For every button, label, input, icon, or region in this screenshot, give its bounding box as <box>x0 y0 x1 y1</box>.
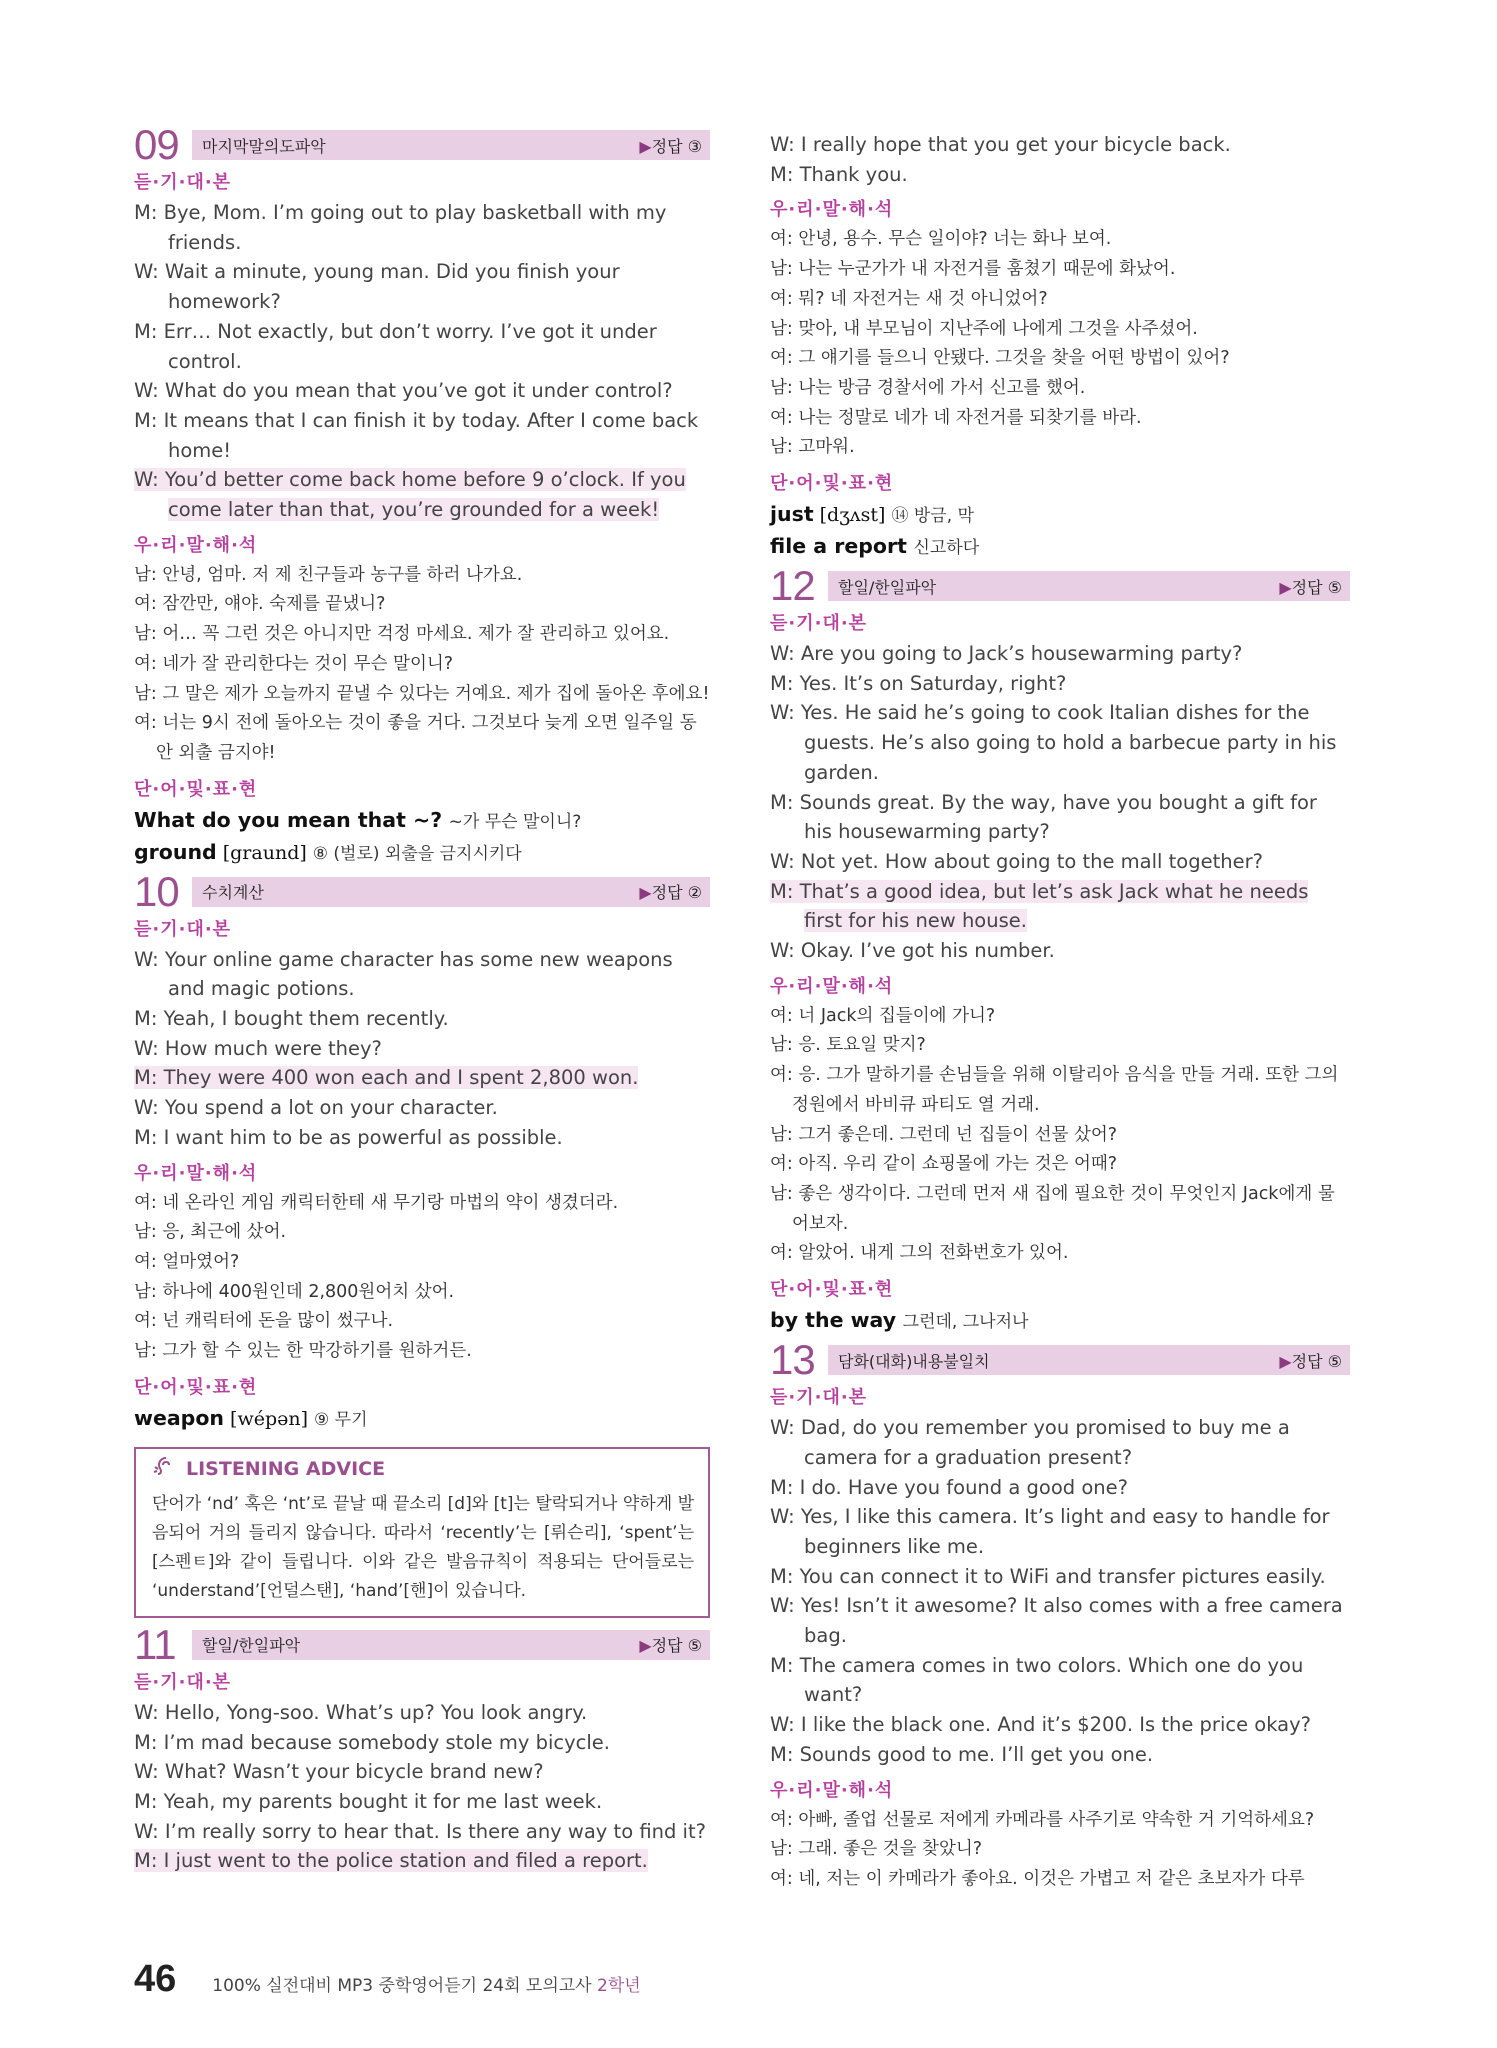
dialogue-line: W: Hello, Yong-soo. What’s up? You look angry. <box>134 1700 588 1724</box>
translation-line: 남: 응. 토요일 맞지? <box>770 1035 926 1056</box>
translation-line: 남: 그래. 좋은 것을 찾았니? <box>770 1839 983 1860</box>
section-header <box>134 1620 710 1668</box>
section-title: 수치계산 <box>202 883 264 903</box>
translation-line: 여: 네가 잘 관리한다는 것이 무슨 말이니? <box>134 653 454 674</box>
dialogue-line: W: I really hope that you get your bicycle back. <box>770 133 1231 156</box>
vocab-pronunciation: [wépən] <box>230 1407 309 1430</box>
dialogue-line: W: Dad, do you remember you promised to buy me a camera for a graduation present? <box>770 1416 1290 1469</box>
vocab-word: by the way <box>770 1308 897 1333</box>
translation <box>134 1189 710 1367</box>
translation-line: 남: 어… 꼭 그런 것은 아니지만 걱정 마세요. 제가 잘 관리하고 있어요. <box>134 624 670 645</box>
dialogue-line: M: You can connect it to WiFi and transfer pictures easily. <box>770 1564 1326 1588</box>
dialogue-line: W: Okay. I’ve got his number. <box>770 939 1055 963</box>
translation-line: 여: 안녕, 용수. 무슨 일이야? 너는 화나 보여. <box>770 229 1112 250</box>
vocab-meaning: ⑭ 방금, 막 <box>891 506 974 527</box>
section-header <box>134 121 710 168</box>
translation-line: 남: 나는 방금 경찰서에 가서 신고를 했어. <box>770 377 1086 398</box>
vocab-label: 단·어·및·표·현 <box>134 778 258 800</box>
answer-label: ▶정답 ⑤ <box>1279 577 1342 597</box>
script-label: 듣·기·대·본 <box>134 172 232 193</box>
vocab-pronunciation: [dʒʌst] <box>819 504 886 527</box>
dialogue-line: W: I’m really sorry to hear that. Is there any way to find it? <box>134 1819 706 1843</box>
dialogue-line: W: How much were they? <box>134 1036 382 1060</box>
dialogue-line: M: Yes. It’s on Saturday, right? <box>770 671 1067 695</box>
dialogue-line: M: I’m mad because somebody stole my bicycle. <box>134 1730 610 1754</box>
section-number: 10 <box>134 867 179 915</box>
translation-line: 남: 하나에 400원인데 2,800원어치 샀어. <box>134 1281 455 1302</box>
dialogue-line: W: Yes. He said he’s going to cook Italian dishes for the guests. He’s also going to hold a barbecue party in his garden. <box>770 701 1337 784</box>
listening-advice-box <box>134 1447 710 1618</box>
vocab-list <box>770 1305 1350 1337</box>
dialogue-line: M: Sounds good to me. I’ll get you one. <box>770 1742 1154 1766</box>
translation-line: 여: 네 온라인 게임 캐릭터한테 새 무기랑 마법의 약이 생겼더라. <box>134 1192 619 1213</box>
script-label: 듣·기·대·본 <box>134 918 232 940</box>
ear-icon <box>152 1455 178 1484</box>
section-title-bar <box>828 1345 1350 1375</box>
script <box>134 198 710 525</box>
dialogue-line: M: I just went to the police station and filed a report. <box>134 1849 648 1873</box>
section-title: 할일/한일파악 <box>838 577 937 597</box>
section-number: 12 <box>770 562 815 610</box>
triangle-icon: ▶ <box>1279 1351 1292 1371</box>
translation <box>770 225 1350 463</box>
translation <box>134 561 710 769</box>
dialogue-line: M: Sounds great. By the way, have you bought a gift for his housewarming party? <box>770 790 1317 844</box>
translation-line: 여: 너 Jack의 집들이에 가니? <box>770 1005 996 1026</box>
section-title-bar <box>192 130 710 160</box>
script <box>770 130 1350 189</box>
translation-line: 남: 응, 최근에 샀어. <box>134 1222 287 1243</box>
translation-line: 여: 아직. 우리 같이 쇼핑몰에 가는 것은 어때? <box>770 1154 1118 1175</box>
vocab-label: 단·어·및·표·현 <box>770 1279 894 1301</box>
answer-label: ▶정답 ⑤ <box>1279 1351 1342 1371</box>
dialogue-line: W: You’d better come back home before 9 o’clock. If you come later than that, you’re grounded for a week! <box>134 468 686 522</box>
translation-line: 남: 그가 할 수 있는 한 막강하기를 원하거든. <box>134 1341 472 1362</box>
section-11 <box>134 1620 710 1876</box>
answer-label: ▶정답 ③ <box>639 136 702 156</box>
vocab-word: file a report <box>770 534 907 559</box>
dialogue-line: W: Wait a minute, young man. Did you finish your homework? <box>134 260 620 314</box>
vocab-entry <box>770 531 1350 563</box>
section-12 <box>770 562 1350 1337</box>
vocab-entry <box>770 1305 1350 1337</box>
vocab-word: just <box>770 502 814 527</box>
translation-line: 남: 좋은 생각이다. 그런데 먼저 새 집에 필요한 것이 무엇인지 Jack에게 물어보자. <box>770 1183 1335 1234</box>
section-title-bar <box>192 1630 710 1660</box>
dialogue-line: M: I want him to be as powerful as possible. <box>134 1125 563 1149</box>
triangle-icon: ▶ <box>1279 577 1292 597</box>
advice-title: LISTENING ADVICE <box>152 1455 694 1484</box>
script <box>134 945 710 1153</box>
section-title-bar <box>828 571 1350 601</box>
translation-label: 우·리·말·해·석 <box>770 975 894 997</box>
section-10 <box>134 867 710 1435</box>
vocab-meaning: 신고하다 <box>913 538 980 559</box>
translation-line: 남: 맞아, 내 부모님이 지난주에 나에게 그것을 사주셨어. <box>770 318 1198 339</box>
page-footer <box>134 1958 641 2001</box>
script-label: 듣·기·대·본 <box>770 613 868 635</box>
translation-line: 여: 넌 캐릭터에 돈을 많이 썼구나. <box>134 1311 394 1332</box>
vocab-entry <box>134 805 710 837</box>
dialogue-line: M: I do. Have you found a good one? <box>770 1475 1128 1499</box>
translation <box>770 1002 1350 1269</box>
translation-label: 우·리·말·해·석 <box>770 1779 894 1801</box>
section-title-bar <box>192 877 710 907</box>
dialogue-line: W: I like the black one. And it’s $200. Is the price okay? <box>770 1713 1312 1737</box>
dialogue-line: W: What do you mean that you’ve got it under control? <box>134 379 673 403</box>
dialogue-line: W: Yes, I like this camera. It’s light and easy to handle for beginners like me. <box>770 1505 1330 1558</box>
section-header <box>134 867 710 915</box>
vocab-label: 단·어·및·표·현 <box>134 1376 258 1398</box>
dialogue-line: W: What? Wasn’t your bicycle brand new? <box>134 1760 544 1784</box>
translation-line: 여: 그 얘기를 들으니 안됐다. 그것을 찾을 어떤 방법이 있어? <box>770 348 1230 369</box>
advice-text: 단어가 ‘nd’ 혹은 ‘nt’로 끝날 때 끝소리 [d]와 [t]는 탈락되거나 약하게 발음되어 거의 들리지 않습니다. 따라서 ‘recently’는 [뤼슨리], ‘spent’는 [스펜ㅌ]와 같이 들립니다. 이와 같은 발음규칙이 적용되는 단어들로는 ‘understand’[언덜스탠], ‘hand’[핸]이 있습니다. <box>152 1493 694 1601</box>
dialogue-line: M: Yeah, I bought them recently. <box>134 1007 449 1031</box>
vocab-word: What do you mean that ~? <box>134 807 443 832</box>
vocab-meaning: 그런데, 그나저나 <box>902 1312 1029 1333</box>
translation-line: 남: 안녕, 엄마. 저 제 친구들과 농구를 하러 나가요. <box>134 564 523 585</box>
dialogue-line: M: Bye, Mom. I’m going out to play basketball with my friends. <box>134 201 667 254</box>
dialogue-line: M: It means that I can finish it by today. After I come back home! <box>134 408 699 462</box>
dialogue-line: W: Yes! Isn’t it awesome? It also comes with a free camera bag. <box>770 1594 1343 1648</box>
dialogue-line: W: Your online game character has some new weapons and magic potions. <box>134 947 673 1001</box>
script <box>134 1698 710 1876</box>
vocab-entry <box>134 837 710 869</box>
translation-line: 남: 고마워. <box>770 437 855 458</box>
translation-line: 여: 너는 9시 전에 돌아오는 것이 좋을 거다. 그것보다 늦게 오면 일주일 동안 외출 금지야! <box>134 713 697 763</box>
section-number: 13 <box>770 1336 815 1384</box>
translation-line: 남: 그 말은 제가 오늘까지 끝낼 수 있다는 거예요. 제가 집에 돌아온 후에요! <box>134 683 710 704</box>
translation-line: 여: 아빠, 졸업 선물로 저에게 카메라를 사주기로 약속한 거 기억하세요? <box>770 1809 1315 1830</box>
dialogue-line: M: The camera comes in two colors. Which one do you want? <box>770 1653 1304 1707</box>
section-title: 마지막말의도파악 <box>202 136 326 156</box>
answer-label: ▶정답 ② <box>639 883 702 903</box>
translation-line: 여: 뭐? 네 자전거는 새 것 아니었어? <box>770 288 1048 309</box>
section-09 <box>134 121 710 869</box>
vocab-meaning: ⑧ (벌로) 외출을 금지시키다 <box>312 843 522 864</box>
triangle-icon: ▶ <box>639 883 652 903</box>
vocab-entry <box>770 499 1350 531</box>
triangle-icon: ▶ <box>639 136 652 156</box>
vocab-entry <box>134 1403 710 1435</box>
section-header <box>770 1336 1350 1384</box>
section-11-continued <box>770 130 1350 563</box>
vocab-meaning: ⑨ 무기 <box>314 1409 368 1430</box>
section-13 <box>770 1336 1350 1895</box>
dialogue-line: M: They were 400 won each and I spent 2,800 won. <box>134 1066 639 1090</box>
section-title: 담화(대화)내용불일치 <box>838 1351 990 1371</box>
answer-label: ▶정답 ⑤ <box>639 1636 702 1656</box>
triangle-icon: ▶ <box>639 1636 652 1656</box>
translation-line: 여: 나는 정말로 네가 네 자전거를 되찾기를 바라. <box>770 407 1142 428</box>
section-header <box>770 562 1350 610</box>
translation-line: 여: 잠깐만, 얘야. 숙제를 끝냈니? <box>134 594 386 615</box>
section-number: 11 <box>134 1620 176 1668</box>
translation-line: 여: 네, 저는 이 카메라가 좋아요. 이것은 가볍고 저 같은 초보자가 다루 <box>770 1868 1305 1889</box>
translation <box>770 1806 1350 1895</box>
translation-label: 우·리·말·해·석 <box>770 199 894 221</box>
dialogue-line: M: Err… Not exactly, but don’t worry. I’ve got it under control. <box>134 319 657 373</box>
right-column <box>770 130 1350 1901</box>
translation-label: 우·리·말·해·석 <box>134 534 258 556</box>
book-title: 100% 실전대비 MP3 중학영어듣기 24회 모의고사 2학년 <box>212 1976 641 1996</box>
dialogue-line: W: Not yet. How about going to the mall together? <box>770 849 1263 873</box>
dialogue-line: M: Thank you. <box>770 162 908 186</box>
translation-line: 여: 알았어. 내게 그의 전화번호가 있어. <box>770 1243 1069 1264</box>
translation-line: 여: 얼마였어? <box>134 1251 240 1272</box>
dialogue-line: W: Are you going to Jack’s housewarming party? <box>770 642 1243 666</box>
translation-line: 남: 나는 누군가가 내 자전거를 훔쳤기 때문에 화났어. <box>770 259 1176 280</box>
page-number: 46 <box>134 1958 177 2000</box>
translation-label: 우·리·말·해·석 <box>134 1162 258 1184</box>
section-number: 09 <box>134 121 179 168</box>
dialogue-line: W: You spend a lot on your character. <box>134 1096 498 1120</box>
section-title: 할일/한일파악 <box>202 1636 301 1656</box>
dialogue-line: M: Yeah, my parents bought it for me last week. <box>134 1789 603 1813</box>
script-label: 듣·기·대·본 <box>770 1387 868 1409</box>
left-column <box>134 121 710 1882</box>
translation-line: 남: 그거 좋은데. 그런데 넌 집들이 선물 샀어? <box>770 1124 1118 1145</box>
script-label: 듣·기·대·본 <box>134 1671 232 1693</box>
vocab-meaning: ~가 무슨 말이니? <box>448 811 582 832</box>
dialogue-line: M: That’s a good idea, but let’s ask Jack what he needs first for his new house. <box>770 879 1309 933</box>
vocab-list <box>134 805 710 869</box>
script <box>770 639 1350 966</box>
vocab-list <box>770 499 1350 563</box>
vocab-word: weapon <box>134 1405 225 1430</box>
vocab-pronunciation: [graund] <box>222 841 307 864</box>
vocab-label: 단·어·및·표·현 <box>770 473 894 495</box>
vocab-word: ground <box>134 839 217 864</box>
vocab-list <box>134 1403 710 1435</box>
translation-line: 여: 응. 그가 말하기를 손님들을 위해 이탈리아 음식을 만들 거래. 또한 그의 정원에서 바비큐 파티도 열 거래. <box>770 1065 1339 1115</box>
script <box>770 1413 1350 1769</box>
